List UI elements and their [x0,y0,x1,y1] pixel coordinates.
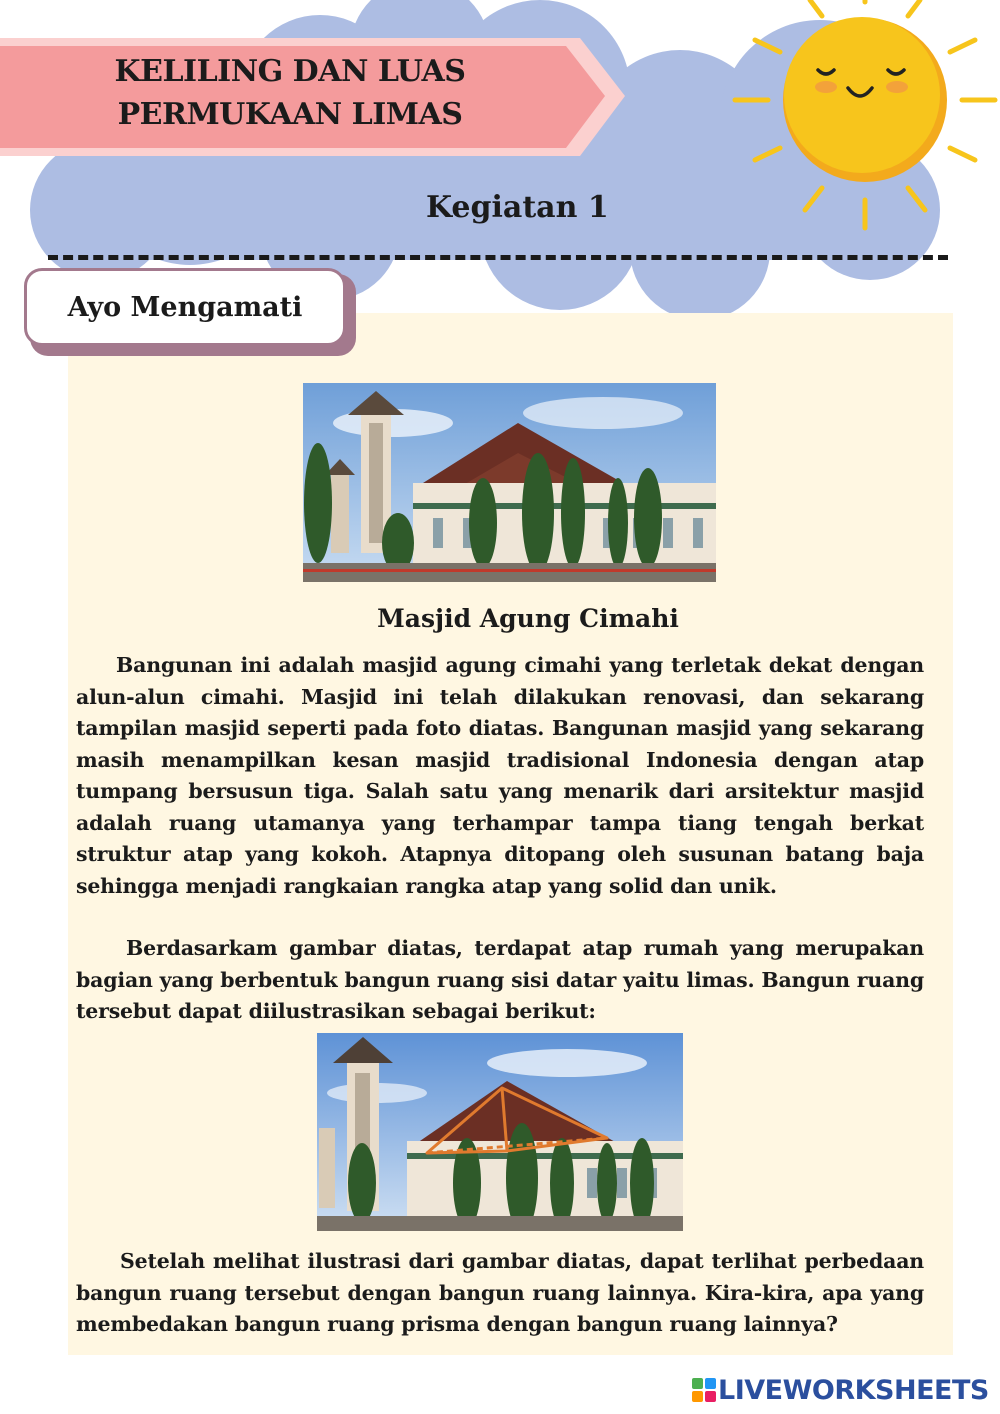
liveworksheets-logo[interactable] [692,1372,989,1408]
paragraph-intro: Bangunan ini adalah masjid agung cimahi yang terletak dekat dengan alun-alun cimahi. Masjid ini telah dilakukan renovasi, dan sekarang tampilan masjid seperti pada foto diatas. Bangunan masjid yang sekarang masih menampilkan kesan masjid tradisional Indonesia dengan atap tumpang bersusun tiga. Salah satu yang menarik dari arsitektur masjid adalah ruang utamanya yang terhampar tampa tiang tengah berkat struktur atap yang kokoh. Atapnya ditopang oleh susunan batang baja sehingga menjadi rangkaian rangka atap yang solid dan unik. [76,653,924,898]
section-tag: Ayo Mengamati [24,268,346,346]
activity-subtitle: Kegiatan 1 [426,190,609,225]
pyramid-illustration-photo [317,1033,683,1231]
logo-text: LIVEWORKSHEETS [718,1374,989,1406]
sun-icon [730,0,1000,240]
liveworksheets-logo-icon [692,1378,716,1402]
mosque-photo [303,383,716,582]
page-title-line-1: KELILING DAN LUAS [114,54,466,89]
paragraph-observation: Berdasarkam gambar diatas, terdapat atap rumah yang merupakan bagian yang berbentuk bangun ruang sisi datar yaitu limas. Bangun ruang tersebut dapat diilustrasikan sebagai berikut: [76,936,924,1023]
photo-caption: Masjid Agung Cimahi [377,604,679,633]
page-title [60,50,520,136]
paragraph-question: Setelah melihat ilustrasi dari gambar diatas, dapat terlihat perbedaan bangun ruang tersebut dengan bangun ruang lainnya. Kira-kira, apa yang membedakan bangun ruang prisma dengan bangun ruang lainnya? [76,1249,924,1336]
page-title-line-2: PERMUKAAN LIMAS [117,97,463,132]
dashed-divider [48,255,948,260]
